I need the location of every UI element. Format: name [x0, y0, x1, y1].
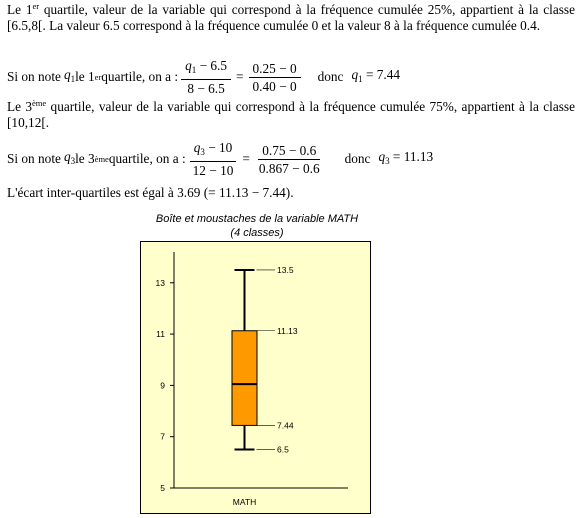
text-run: donc	[317, 69, 344, 84]
chart-subtitle: (4 classes)	[230, 227, 284, 239]
subscript: 1	[358, 74, 363, 84]
text-run: quartile, valeur de la variable qui correspond à la fréquence cumulée 75%, appartient à la classe [10,12[.	[7, 99, 576, 130]
fraction-left	[181, 58, 231, 96]
denominator: 0.40 − 0	[252, 78, 297, 94]
y-tick-label: 9	[160, 380, 165, 391]
fraction-right	[249, 61, 301, 94]
y-tick-label: 13	[155, 277, 165, 288]
denominator: 12 − 10	[192, 163, 234, 178]
text-run: quartile, on a :	[108, 151, 186, 166]
denominator: 0.867 − 0.6	[258, 160, 320, 176]
numerator: 0.75 − 0.6	[258, 143, 320, 160]
subscript: 3	[200, 147, 205, 157]
superscript: er	[32, 1, 40, 11]
variable: q	[193, 140, 201, 155]
paragraph-interquartile	[7, 185, 575, 201]
text-run: quartile, on a :	[101, 69, 179, 84]
subscript: 3	[385, 156, 390, 166]
fraction-left	[189, 140, 238, 178]
numerator: 0.25 − 0	[249, 61, 301, 78]
numerator-text: − 10	[204, 140, 233, 155]
q1-formula-row: Si on note $q_1$ le 1 er quartile, on a : $\frac{q_1 - 6.5}{8 - 6.5}$ = $\frac{0.25 - 0}{0.40 - 0}$ donc $q_1 = 7.44$	[7, 58, 401, 96]
variable: q	[351, 67, 359, 82]
subscript: 1	[191, 65, 197, 75]
y-tick-label: 5	[160, 483, 165, 493]
text-run: donc	[344, 151, 371, 166]
text-run: Si on note	[7, 69, 61, 84]
result-value: = 7.44	[362, 67, 401, 82]
chart-title: Boîte et moustaches de la variable MATH	[155, 213, 359, 225]
y-tick-label: 11	[156, 329, 165, 340]
numerator-text: − 6.5	[196, 58, 228, 73]
denominator: 8 − 6.5	[187, 81, 225, 96]
variable: q	[63, 149, 71, 164]
boxplot-chart	[140, 241, 371, 514]
value-label: 7.44	[277, 420, 294, 431]
text-run: Le 1	[7, 2, 33, 17]
subscript: 1	[70, 74, 76, 84]
subscript: 3	[70, 156, 76, 166]
variable: q	[63, 67, 71, 82]
box-iqr	[232, 331, 257, 426]
text-run: Si on note	[7, 151, 61, 166]
text-run: L'écart inter-quartiles est égal à 3.69 (= 11.13 − 7.44).	[7, 185, 294, 200]
x-category-label: MATH	[232, 497, 257, 507]
text-run: Le 3	[7, 99, 33, 114]
text-run: le 3	[75, 151, 95, 166]
boxplot-svg	[141, 242, 372, 515]
variable: q	[185, 58, 192, 73]
q3-formula-row: Si on note $q_3$ le 3 ème quartile, on a : $\frac{q_3 - 10}{12 - 10}$ = $\frac{0.75 - 0.6}{0.867 - 0.6}$ donc $q_3 = 11.13$	[7, 140, 434, 178]
superscript: ème	[32, 98, 47, 108]
variable: q	[378, 149, 386, 164]
text-run: quartile, valeur de la variable qui correspond à la fréquence cumulée 25%, appartient à la classe [6.5,8[. La valeur 6.5 correspond à la fréquence cumulée 0 et la valeur 8 à la fréquence cumulée 0.4.	[7, 2, 575, 33]
text-run: le 1	[75, 69, 95, 84]
y-tick-label: 7	[160, 431, 165, 442]
fraction-right	[255, 143, 324, 176]
value-label: 13.5	[277, 264, 294, 275]
paragraph-first-quartile	[7, 2, 575, 34]
value-label: 11.13	[277, 325, 298, 336]
equals-sign: =	[236, 69, 244, 84]
equals-sign: =	[242, 151, 250, 166]
result-value: = 11.13	[389, 149, 434, 164]
paragraph-third-quartile	[7, 99, 575, 131]
value-label: 6.5	[277, 444, 289, 455]
